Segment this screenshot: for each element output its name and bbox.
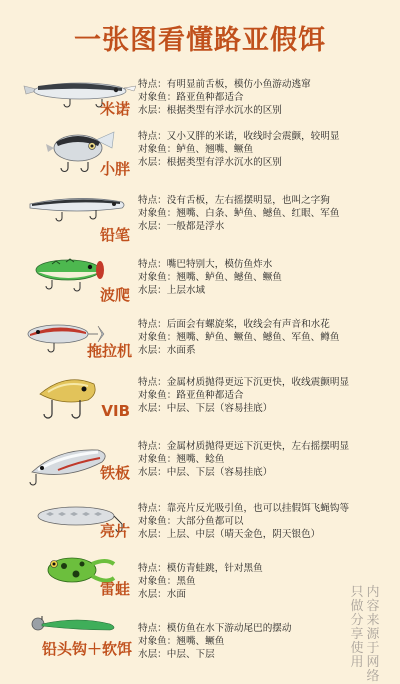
water-layer-text: 水层：一般都是浮水 <box>138 221 225 232</box>
water-layer-text: 水层：中层、下层（容易挂底） <box>138 467 273 478</box>
lure-name: 雷蛙 <box>99 580 130 598</box>
water-layer-text: 水层：根据类型有浮水沉水的区别 <box>138 105 282 116</box>
feature-text: 特点：后面会有螺旋桨，收线会有声音和水花 <box>138 319 330 330</box>
lure-name: 铅头钩＋软饵 <box>41 640 132 658</box>
water-layer-text: 水层：根据类型有浮水沉水的区别 <box>138 157 282 168</box>
target-fish-text: 对象鱼：黑鱼 <box>138 576 196 587</box>
feature-text: 特点：模仿青蛙跳，针对黑鱼 <box>138 563 263 574</box>
target-fish-text: 对象鱼：翘嘴、白条、鲈鱼、鳡鱼、红眼、军鱼 <box>138 208 340 219</box>
feature-text: 特点：没有舌板，左右摇摆明显，也叫之字狗 <box>138 195 330 206</box>
lure-row-jighead-softbait <box>0 612 400 674</box>
feature-text: 特点：金属材质抛得更远下沉更快，左右摇摆明显 <box>138 441 350 452</box>
water-layer-text: 水层：上层水域 <box>138 285 206 296</box>
lure-name: 铅笔 <box>99 226 130 244</box>
lure-row-metal-jig <box>0 440 400 502</box>
vib-lure-icon <box>18 372 136 430</box>
water-layer-text: 水层：中层、下层（容易挂底） <box>138 403 273 414</box>
lure-name: 米诺 <box>99 100 130 118</box>
target-fish-text: 对象鱼：大部分鱼都可以 <box>138 516 244 527</box>
target-fish-text: 对象鱼：翘嘴、鲈鱼、鳡鱼、鳜鱼 <box>138 272 282 283</box>
lure-name: 铁板 <box>99 464 130 482</box>
lure-row-frog <box>0 554 400 616</box>
lure-name: 波爬 <box>99 286 130 304</box>
lure-row-crankbait <box>0 126 400 188</box>
lure-row-vib <box>0 372 400 434</box>
water-layer-text: 水层：水面系 <box>138 345 196 356</box>
feature-text: 特点：嘴巴特别大，模仿鱼炸水 <box>138 259 273 270</box>
lure-name: VIB <box>101 402 130 420</box>
target-fish-text: 对象鱼：翘嘴、鲶鱼 <box>138 454 225 465</box>
feature-text: 特点：又小又胖的米诺，收线时会震颤，较明显 <box>138 131 340 142</box>
target-fish-text: 对象鱼：翘嘴、鲈鱼、鳜鱼、鳡鱼、军鱼、鳟鱼 <box>138 332 340 343</box>
water-layer-text: 水层：中层、下层 <box>138 649 215 660</box>
target-fish-text: 对象鱼：路亚鱼种都适合 <box>138 390 244 401</box>
lure-row-minnow <box>0 68 400 130</box>
page-title: 一张图看懂路亚假饵 <box>74 25 326 56</box>
share-note: 只做分享使用 <box>350 585 364 670</box>
lure-name: 亮片 <box>99 522 130 540</box>
feature-text: 特点：靠亮片反光吸引鱼，也可以挂假饵飞蝇钩等 <box>138 503 350 514</box>
lure-name: 拖拉机 <box>86 342 132 360</box>
lure-row-pencil <box>0 188 400 250</box>
water-layer-text: 水层：水面 <box>138 589 186 600</box>
feature-text: 特点：有明显前舌板，模仿小鱼游动逃窜 <box>138 79 311 90</box>
lure-name: 小胖 <box>99 160 130 178</box>
target-fish-text: 对象鱼：路亚鱼种都适合 <box>138 92 244 103</box>
feature-text: 特点：金属材质抛得更远下沉更快，收线震颤明显 <box>138 377 350 388</box>
lure-row-buzzbait <box>0 316 400 378</box>
target-fish-text: 对象鱼：翘嘴、鳜鱼 <box>138 636 225 647</box>
feature-text: 特点：模仿鱼在水下游动尾巴的摆动 <box>138 623 292 634</box>
water-layer-text: 水层：上层、中层（晴天金色，阴天银色） <box>138 529 321 540</box>
lure-row-popper <box>0 254 400 316</box>
target-fish-text: 对象鱼：鲈鱼、翘嘴、鳜鱼 <box>138 144 254 155</box>
source-note: 内容来源于网络 <box>366 585 380 684</box>
